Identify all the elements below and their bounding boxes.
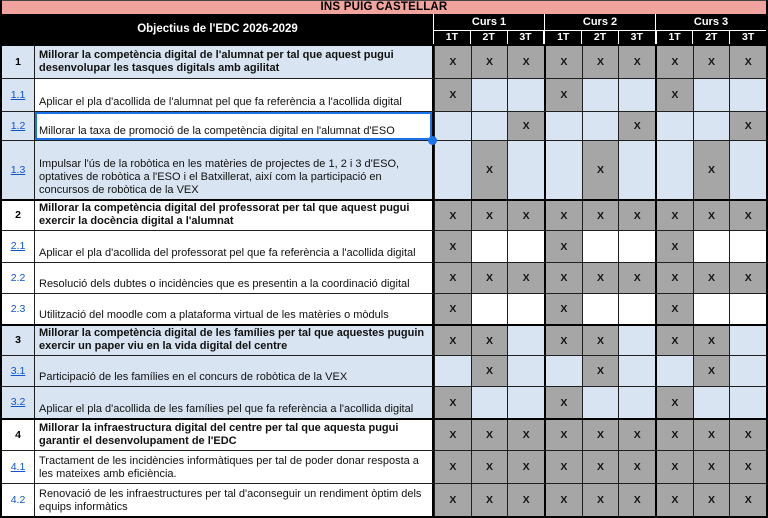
row-id-cell[interactable] [2,484,34,516]
mark-cell-checked[interactable]: X [434,451,471,483]
mark-cell-checked[interactable]: X [582,141,619,199]
mark-cell-checked[interactable]: X [471,326,508,355]
mark-cell-empty[interactable] [693,387,730,418]
row-label-cell[interactable]: Millorar la infraestructura digital del centre per tal que aquesta pugui garantir el desenvolupament de l'EDC [34,420,434,450]
sheet-body [2,46,766,516]
row-id-cell[interactable] [2,420,34,450]
mark-cell-checked[interactable]: X [693,451,730,483]
mark-cell-checked[interactable]: X [693,201,730,230]
mark-cell-empty[interactable] [618,326,655,355]
mark-cell-checked[interactable]: X [655,326,693,355]
mark-cell-checked[interactable]: X [655,451,693,483]
mark-cell-checked[interactable]: X [544,326,582,355]
mark-cell-empty[interactable] [434,356,471,386]
mark-cell-checked[interactable]: X [618,46,655,78]
row-id-cell[interactable] [2,231,34,262]
mark-cell-checked[interactable]: X [434,231,471,262]
term-row [434,30,766,44]
mark-cell-checked[interactable]: X [729,263,766,293]
mark-cell-empty[interactable] [544,356,582,386]
table-header [2,14,766,46]
mark-cell-empty[interactable] [507,294,544,324]
mark-cell-empty[interactable] [507,141,544,199]
action-row [2,483,766,516]
row-id-link[interactable]: 3.1 [10,364,26,377]
row-id-cell[interactable] [2,201,34,230]
term-header[interactable]: 1T [434,30,470,44]
row-id-cell[interactable] [2,141,34,199]
mark-cell-empty[interactable] [729,141,766,199]
row-label-cell[interactable]: Aplicar el pla d'acollida del professorat pel que fa referència a l'acollida digital [34,231,434,262]
mark-cell-empty[interactable] [729,79,766,111]
objective-row [2,324,766,355]
mark-cell-checked[interactable]: X [618,112,655,140]
mark-cell-checked[interactable]: X [655,294,693,324]
mark-cell-checked[interactable]: X [582,356,619,386]
mark-cell-empty[interactable] [618,387,655,418]
mark-cell-empty[interactable] [618,356,655,386]
mark-cell-checked[interactable]: X [618,263,655,293]
mark-cell-checked[interactable]: X [693,46,730,78]
row-id-cell[interactable] [2,79,34,111]
row-label-cell[interactable]: Aplicar el pla d'acollida de les famílies pel que fa referència a l'acollida digital [34,387,434,418]
mark-cell-checked[interactable]: X [471,46,508,78]
mark-cell-empty[interactable] [507,231,544,262]
course-header-block [434,14,766,44]
mark-cell-checked[interactable]: X [434,387,471,418]
row-label-cell[interactable]: Millorar la competència digital del professorat per tal que aquest pugui exercir la docència digital a l'alumnat [34,201,434,230]
mark-cell-checked[interactable]: X [544,201,582,230]
row-id-cell[interactable] [2,294,34,324]
mark-cell-empty[interactable] [582,112,619,140]
term-header[interactable]: 3T [618,30,655,44]
mark-cell-checked[interactable]: X [655,484,693,516]
mark-cell-checked[interactable]: X [729,484,766,516]
mark-cell-empty[interactable] [729,387,766,418]
row-id-link[interactable]: 4.1 [10,460,26,473]
row-id-cell[interactable] [2,356,34,386]
mark-cell-checked[interactable]: X [544,420,582,450]
mark-cell-empty[interactable] [471,294,508,324]
mark-cell-checked[interactable]: X [582,420,619,450]
mark-cell-checked[interactable]: X [544,231,582,262]
mark-cell-checked[interactable]: X [655,231,693,262]
mark-cell-checked[interactable]: X [544,451,582,483]
action-row [2,262,766,293]
action-row [2,140,766,199]
mark-cell-empty[interactable] [618,141,655,199]
row-label-cell[interactable]: Millorar la competència digital de les famílies per tal que aquestes puguin exercir un paper viu en la vida digital del centre [34,326,434,355]
mark-cell-empty[interactable] [507,79,544,111]
mark-cell-checked[interactable]: X [618,484,655,516]
mark-cell-empty[interactable] [655,356,693,386]
mark-cell-checked[interactable]: X [507,263,544,293]
curs-group-header[interactable]: Curs 1 [471,16,507,28]
mark-cell-empty[interactable] [434,112,471,140]
mark-cell-checked[interactable]: X [655,201,693,230]
mark-cell-checked[interactable]: X [434,484,471,516]
objectives-header-cell[interactable]: Objectius de l'EDC 2026-2029 [2,14,434,44]
row-id-cell[interactable] [2,387,34,418]
term-header[interactable]: 3T [729,30,766,44]
objective-row [2,418,766,450]
sheet-title-cell[interactable]: INS PUIG CASTELLAR [2,0,766,14]
mark-cell-empty[interactable] [471,387,508,418]
mark-cell-checked[interactable]: X [618,420,655,450]
mark-cell-checked[interactable]: X [582,326,619,355]
mark-cell-checked[interactable]: X [655,263,693,293]
mark-cell-empty[interactable] [618,231,655,262]
mark-cell-checked[interactable]: X [729,420,766,450]
row-id-link[interactable]: 4.2 [10,493,26,506]
mark-cell-checked[interactable]: X [544,484,582,516]
mark-cell-empty[interactable] [693,112,730,140]
mark-cell-checked[interactable]: X [471,484,508,516]
term-header[interactable]: 2T [692,30,729,44]
mark-cell-empty[interactable] [729,231,766,262]
mark-cell-empty[interactable] [729,326,766,355]
term-header[interactable]: 2T [581,30,618,44]
row-id-label: 1 [15,55,21,68]
action-row [2,230,766,262]
mark-cell-empty[interactable] [507,387,544,418]
mark-cell-checked[interactable]: X [693,141,730,199]
mark-cell-empty[interactable] [693,231,730,262]
mark-cell-checked[interactable]: X [582,451,619,483]
row-id-link[interactable]: 2.3 [10,302,26,315]
term-header[interactable]: 2T [470,30,507,44]
row-id-label: 2 [15,209,21,221]
mark-cell-empty[interactable] [655,112,693,140]
mark-cell-checked[interactable]: X [582,263,619,293]
mark-cell-checked[interactable]: X [544,294,582,324]
mark-cell-empty[interactable] [434,141,471,199]
mark-cell-empty[interactable] [655,141,693,199]
mark-cell-checked[interactable]: X [434,201,471,230]
mark-cell-checked[interactable]: X [618,201,655,230]
mark-cell-empty[interactable] [471,231,508,262]
action-row [2,386,766,418]
mark-cell-checked[interactable]: X [693,263,730,293]
mark-cell-checked[interactable]: X [693,356,730,386]
mark-cell-checked[interactable]: X [507,451,544,483]
row-label-cell[interactable]: Tractament de les incidències informàtiques per tal de poder donar resposta a les mateixes amb eficiència. [34,451,434,483]
curs-group-header[interactable]: Curs 2 [544,14,655,30]
curs-row [434,14,766,30]
row-id-link[interactable]: 1.3 [10,163,26,176]
mark-cell-empty[interactable] [544,141,582,199]
mark-cell-empty[interactable] [471,112,508,140]
row-label-cell[interactable]: Utilització del moodle com a plataforma virtual de les matèries o mòduls [34,294,434,324]
row-id-link[interactable]: 1.2 [10,119,26,132]
row-id-link[interactable]: 1.1 [10,88,26,101]
mark-cell-checked[interactable]: X [729,112,766,140]
objective-row [2,199,766,230]
mark-cell-checked[interactable]: X [507,112,544,140]
mark-cell-checked[interactable]: X [582,201,619,230]
mark-cell-checked[interactable]: X [693,326,730,355]
mark-cell-checked[interactable]: X [507,201,544,230]
mark-cell-checked[interactable]: X [729,201,766,230]
mark-cell-checked[interactable]: X [582,46,619,78]
row-id-label: 3 [15,334,21,346]
mark-cell-empty[interactable] [582,231,619,262]
term-header[interactable]: 1T [543,30,581,44]
mark-cell-empty[interactable] [471,79,508,111]
mark-cell-checked[interactable]: X [507,484,544,516]
row-label-cell[interactable]: Resolució dels dubtes o incidències que es presentin a la coordinació digital [34,263,434,293]
mark-cell-checked[interactable]: X [544,387,582,418]
mark-cell-checked[interactable]: X [471,201,508,230]
mark-cell-checked[interactable]: X [693,484,730,516]
mark-cell-checked[interactable]: X [507,46,544,78]
mark-cell-empty[interactable] [693,79,730,111]
mark-cell-checked[interactable]: X [471,356,508,386]
row-id-link[interactable]: 2.1 [10,240,26,252]
action-row [2,78,766,111]
objective-row [2,46,766,78]
mark-cell-checked[interactable]: X [544,79,582,111]
action-row [2,450,766,483]
mark-cell-checked[interactable]: X [729,451,766,483]
mark-cell-empty[interactable] [729,356,766,386]
mark-cell-empty[interactable] [582,79,619,111]
mark-cell-checked[interactable]: X [434,326,471,355]
term-header[interactable]: 3T [507,30,544,44]
mark-cell-checked[interactable]: X [655,46,693,78]
mark-cell-checked[interactable]: X [582,484,619,516]
mark-cell-empty[interactable] [618,294,655,324]
mark-cell-checked[interactable]: X [729,46,766,78]
row-id-link[interactable]: 3.2 [10,396,26,408]
row-id-cell[interactable] [2,451,34,483]
term-header[interactable]: 1T [655,30,693,44]
mark-cell-checked[interactable]: X [471,263,508,293]
mark-cell-empty[interactable] [507,326,544,355]
row-id-label: 4 [15,428,21,441]
row-id-cell[interactable] [2,326,34,355]
row-id-link[interactable]: 2.2 [10,271,26,284]
row-label-cell[interactable]: Impulsar l'ús de la robòtica en les matèries de projectes de 1, 2 i 3 d'ESO, optatives de robòtica a l'ESO i el Batxillerat, així com la participació en concursos de robòtica de la VEX [34,141,434,199]
action-row [2,111,766,140]
mark-cell-checked[interactable]: X [434,263,471,293]
mark-cell-empty[interactable] [729,294,766,324]
row-label-cell-selected[interactable]: Millorar la taxa de promoció de la competència digital en l'alumnat d'ESO [34,112,434,140]
row-label-cell[interactable]: Millorar la competència digital de l'alumnat per tal que aquest pugui desenvolupar les tasques digitals amb agilitat [34,46,434,78]
mark-cell-checked[interactable]: X [655,420,693,450]
mark-cell-checked[interactable]: X [434,46,471,78]
mark-cell-checked[interactable]: X [655,79,693,111]
mark-cell-checked[interactable]: X [434,79,471,111]
mark-cell-empty[interactable] [618,79,655,111]
mark-cell-checked[interactable]: X [544,263,582,293]
action-row [2,355,766,386]
row-label-cell[interactable]: Participació de les famílies en el concurs de robòtica de la VEX [34,356,434,386]
mark-cell-checked[interactable]: X [434,294,471,324]
mark-cell-checked[interactable]: X [434,420,471,450]
mark-cell-checked[interactable]: X [471,141,508,199]
mark-cell-checked[interactable]: X [693,420,730,450]
mark-cell-checked[interactable]: X [471,451,508,483]
row-label-cell[interactable]: Renovació de les infraestructures per tal d'aconseguir un rendiment òptim dels equips informàtics [34,484,434,516]
mark-cell-empty[interactable] [582,294,619,324]
mark-cell-empty[interactable] [507,356,544,386]
mark-cell-empty[interactable] [582,387,619,418]
action-row [2,293,766,324]
mark-cell-empty[interactable] [544,112,582,140]
row-id-cell[interactable] [2,112,34,140]
mark-cell-empty[interactable] [693,294,730,324]
mark-cell-checked[interactable]: X [655,387,693,418]
mark-cell-checked[interactable]: X [471,420,508,450]
mark-cell-checked[interactable]: X [618,451,655,483]
row-id-cell[interactable] [2,46,34,78]
mark-cell-checked[interactable]: X [507,420,544,450]
mark-cell-checked[interactable]: X [544,46,582,78]
row-label-cell[interactable]: Aplicar el pla d'acollida de l'alumnat pel que fa referència a l'acollida digital [34,79,434,111]
row-id-cell[interactable] [2,263,34,293]
curs-group-header[interactable]: Curs 3 [655,14,766,30]
